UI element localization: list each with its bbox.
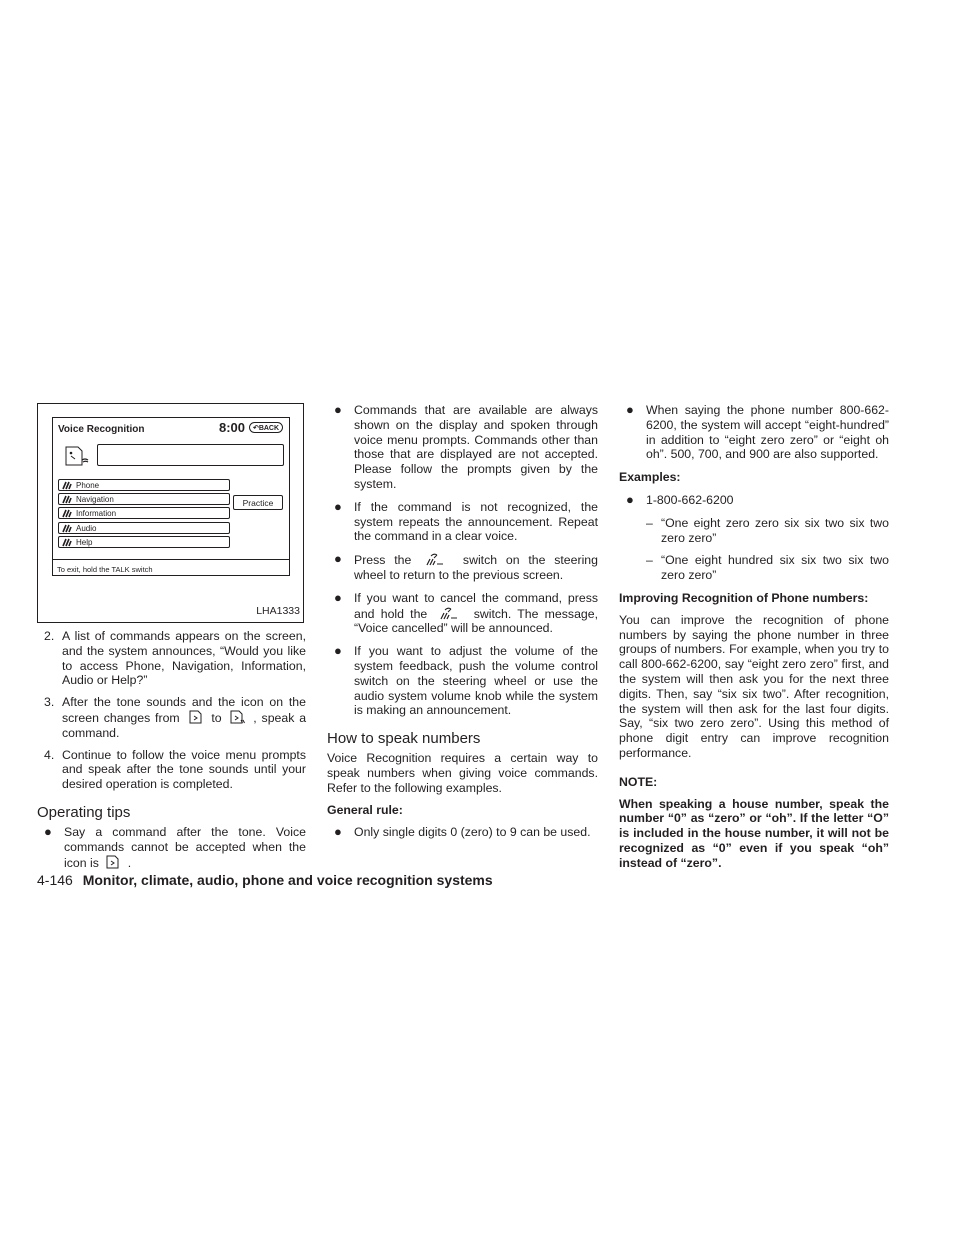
step-text: , speak a command. bbox=[62, 710, 307, 740]
bullet-text: Press the bbox=[354, 553, 412, 568]
step-text: A list of commands appears on the screen, and the system announces, “Would you like to access Phone, Navigation, Information, Audio or Help?” bbox=[62, 629, 306, 688]
step-number: 4. bbox=[44, 747, 55, 762]
example-number-bullet bbox=[619, 493, 889, 508]
note-text: When speaking a house number, speak the number “0” as “zero” or “oh”. If the letter “O” is included in the house number, it will not be recognized as “0” even if you speak “oh” instead of “zero”. bbox=[619, 796, 889, 870]
talk-switch-icon bbox=[423, 552, 451, 566]
improving-recognition-text: You can improve the recognition of phone numbers by saying the phone number in three groups of numbers. For example, when you try to call 800-662-6200, say “eight zero zero” first, and the system will then ask you for the next three digits. Then, say “six six two”. After recognition, the system will then ask for the last four digits. Say, “six two zero zero”. Using this method of phone digit entry can improve recognition performance. bbox=[619, 612, 889, 760]
bullet-dot: ● bbox=[334, 643, 342, 659]
general-rule-heading: General rule: bbox=[327, 802, 403, 817]
back-label: BACK bbox=[258, 425, 280, 432]
figure-title: Voice Recognition bbox=[58, 424, 145, 435]
step-2 bbox=[37, 629, 306, 688]
listening-icon bbox=[229, 710, 245, 724]
back-button[interactable]: ↶BACK bbox=[249, 422, 283, 433]
talk-switch-icon bbox=[437, 606, 465, 620]
talk-icon bbox=[105, 855, 121, 869]
bullet-dot: ● bbox=[626, 491, 634, 507]
bullet-dot: ● bbox=[334, 498, 342, 514]
step-text: After the tone sounds and the icon on the screen changes from bbox=[62, 695, 306, 725]
figure-input-box bbox=[97, 444, 284, 466]
voice-menu-icon bbox=[62, 495, 72, 504]
step-number: 2. bbox=[44, 629, 55, 643]
figure-divider bbox=[53, 559, 289, 560]
tip-bullet-volume bbox=[327, 644, 598, 718]
bullet-text: Commands that are available are always shown on the display and spoken through voice menu prompts. Commands other than those that are displayed are not accepted. Please follow the prompts given by the system. bbox=[354, 403, 598, 491]
figure-time: 8:00 bbox=[219, 420, 246, 435]
column-2 bbox=[327, 403, 598, 840]
step-text: Continue to follow the voice menu prompts and speak after the tone sounds until your desired operation is completed. bbox=[62, 747, 306, 792]
menu-item-phone[interactable] bbox=[58, 479, 230, 491]
dash-mark: – bbox=[646, 553, 653, 568]
step-4 bbox=[37, 748, 306, 792]
menu-item-label: Navigation bbox=[76, 495, 114, 504]
page-number: 4-146 bbox=[37, 872, 73, 888]
voice-menu-icon bbox=[62, 481, 72, 490]
step-3 bbox=[37, 695, 306, 740]
tip-bullet-not-recognized bbox=[327, 500, 598, 544]
voice-menu-icon bbox=[62, 509, 72, 518]
figure-footer-text: To exit, hold the TALK switch bbox=[57, 565, 153, 574]
voice-recognition-figure bbox=[37, 403, 304, 623]
tip-bullet-commands bbox=[327, 403, 598, 492]
bullet-dot: ● bbox=[334, 589, 342, 605]
general-rule-bullet bbox=[327, 825, 598, 840]
how-to-speak-numbers-text: Voice Recognition requires a certain way to speak numbers when giving voice commands. Refer to the following examples. bbox=[327, 751, 598, 795]
menu-item-label: Phone bbox=[76, 481, 100, 490]
dash-mark: – bbox=[646, 515, 653, 530]
example-dash-1 bbox=[619, 516, 889, 546]
phone-number-bullet bbox=[619, 403, 889, 462]
column-3 bbox=[619, 403, 889, 871]
bullet-text: switch on the steering wheel to return to the previous screen. bbox=[354, 553, 598, 582]
bullet-text: Only single digits 0 (zero) to 9 can be used. bbox=[354, 825, 591, 840]
step-text: to bbox=[211, 710, 222, 725]
tip-bullet-return bbox=[327, 552, 598, 583]
voice-menu-icon bbox=[62, 524, 72, 533]
menu-item-information[interactable] bbox=[58, 507, 230, 519]
step-number: 3. bbox=[44, 695, 55, 710]
operating-tips-heading: Operating tips bbox=[37, 803, 131, 821]
dash-text: “One eight zero zero six six two six two zero zero” bbox=[661, 515, 889, 545]
voice-prompt-icon bbox=[62, 446, 90, 466]
examples-heading: Examples: bbox=[619, 470, 681, 485]
menu-item-label: Audio bbox=[76, 524, 97, 533]
note-heading: NOTE: bbox=[619, 774, 658, 789]
menu-item-help[interactable] bbox=[58, 536, 230, 548]
talk-icon bbox=[188, 710, 204, 724]
bullet-dot: ● bbox=[334, 824, 342, 840]
tip-text: Say a command after the tone. Voice commands cannot be accepted when the icon is bbox=[64, 824, 306, 870]
how-to-speak-numbers-heading: How to speak numbers bbox=[327, 730, 481, 748]
bullet-dot: ● bbox=[44, 823, 52, 839]
menu-item-navigation[interactable] bbox=[58, 493, 230, 505]
bullet-text: 1-800-662-6200 bbox=[646, 492, 734, 507]
bullet-dot: ● bbox=[334, 551, 342, 567]
menu-item-label: Help bbox=[76, 538, 93, 547]
dash-text: “One eight hundred six six two six two zero zero” bbox=[661, 553, 889, 583]
bullet-text: If you want to adjust the volume of the system feedback, push the volume control switch on the steering wheel or use the audio system volume knob while the system is making an announcement. bbox=[354, 644, 598, 718]
menu-item-audio[interactable] bbox=[58, 522, 230, 534]
bullet-text: If you want to cancel the command, press and hold the bbox=[354, 590, 598, 621]
voice-menu-icon bbox=[62, 538, 72, 547]
bullet-text: switch. The message, “Voice cancelled” will be announced. bbox=[354, 606, 598, 636]
example-dash-2 bbox=[619, 553, 889, 583]
page-footer bbox=[37, 872, 493, 888]
bullet-dot: ● bbox=[334, 402, 342, 417]
column-1 bbox=[37, 403, 306, 870]
bullet-text: When saying the phone number 800-662-6200, the system will accept “eight-hundred” in addition to “eight zero zero” or “eight oh oh”. 500, 700, and 900 are also supported. bbox=[646, 403, 889, 462]
bullet-text: If the command is not recognized, the system repeats the announcement. Repeat the command in a clear voice. bbox=[354, 499, 598, 544]
figure-screen bbox=[52, 417, 290, 576]
tip-1 bbox=[37, 825, 306, 870]
practice-button[interactable]: Practice bbox=[233, 495, 283, 510]
bullet-dot: ● bbox=[626, 402, 634, 417]
tip-bullet-cancel bbox=[327, 591, 598, 636]
tip-text: . bbox=[127, 855, 132, 870]
figure-label: LHA1333 bbox=[256, 605, 300, 618]
menu-item-label: Information bbox=[76, 509, 117, 518]
improving-recognition-heading: Improving Recognition of Phone numbers: bbox=[619, 590, 869, 605]
section-title: Monitor, climate, audio, phone and voice recognition systems bbox=[82, 872, 493, 888]
